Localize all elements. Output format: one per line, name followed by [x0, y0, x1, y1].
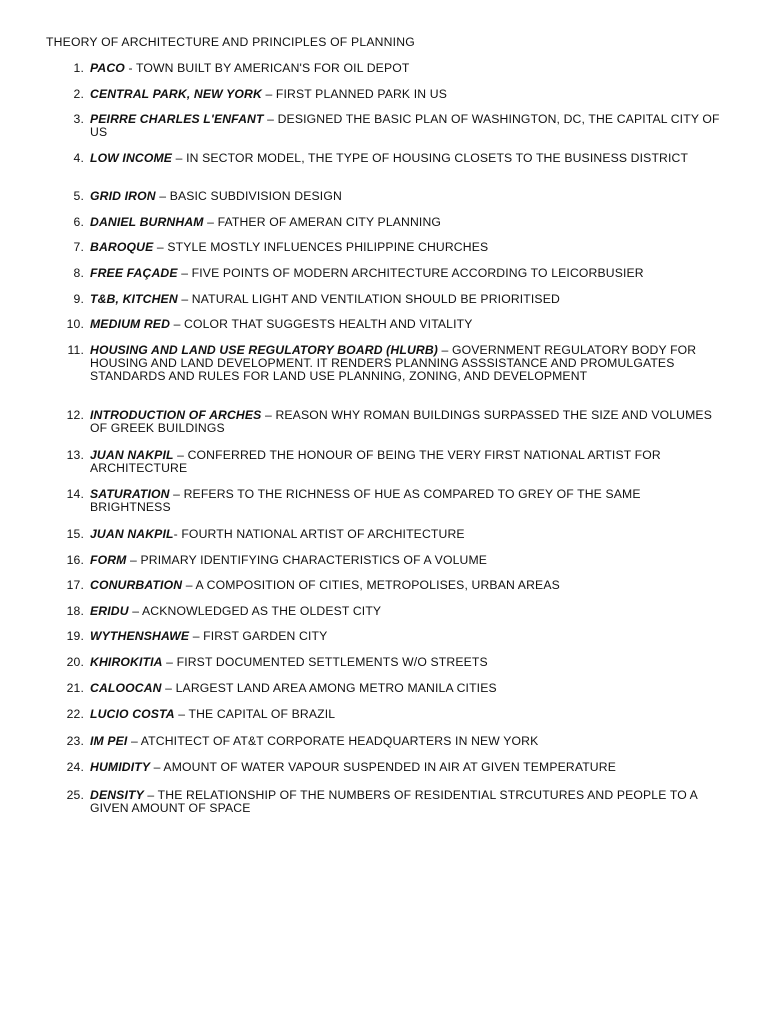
item-number: 17. — [66, 578, 84, 592]
item-number: 23. — [66, 734, 84, 748]
item-number: 20. — [66, 655, 84, 669]
item-body — [90, 344, 720, 383]
item-text: – FIRST GARDEN CITY — [189, 629, 328, 643]
item-text: – A COMPOSITION OF CITIES, METROPOLISES, URBAN AREAS — [182, 578, 560, 592]
item-body — [90, 630, 720, 643]
item-body — [90, 267, 720, 280]
item-text: – FIRST PLANNED PARK IN US — [261, 87, 448, 101]
item-body — [90, 488, 720, 514]
item-text: – IN SECTOR MODEL, THE TYPE OF HOUSING CLOSETS TO THE BUSINESS DISTRICT — [172, 151, 689, 165]
item-number: 2. — [73, 87, 84, 101]
item-body — [90, 708, 720, 721]
item-body — [90, 735, 720, 748]
item-term: T&B, KITCHEN — [90, 292, 178, 306]
item-number: 16. — [66, 553, 84, 567]
item-term: BAROQUE — [90, 240, 154, 254]
item-text: – THE CAPITAL OF BRAZIL — [174, 707, 336, 721]
item-number: 1. — [73, 61, 84, 75]
item-number: 9. — [73, 292, 84, 306]
item-text: – THE RELATIONSHIP OF THE NUMBERS OF RESIDENTIAL STRCUTURES AND PEOPLE TO A GIVEN AMOUNT OF SPACE — [90, 788, 698, 815]
item-term: INTRODUCTION OF ARCHES — [90, 408, 262, 422]
item-term: LUCIO COSTA — [90, 707, 175, 721]
item-body — [90, 605, 720, 618]
item-text: – ATCHITECT OF AT&T CORPORATE HEADQUARTERS IN NEW YORK — [127, 734, 539, 748]
item-number: 7. — [73, 240, 84, 254]
item-term: IM PEI — [90, 734, 128, 748]
item-body — [90, 241, 720, 254]
item-text: – LARGEST LAND AREA AMONG METRO MANILA CITIES — [161, 681, 497, 695]
item-body — [90, 761, 720, 774]
item-text: – ACKNOWLEDGED AS THE OLDEST CITY — [128, 604, 382, 618]
item-number: 5. — [73, 189, 84, 203]
item-number: 10. — [66, 317, 84, 331]
item-body — [90, 293, 720, 306]
item-body — [90, 113, 720, 139]
item-number: 12. — [66, 408, 84, 422]
item-term: CENTRAL PARK, NEW YORK — [90, 87, 262, 101]
item-body — [90, 656, 720, 669]
item-term: DANIEL BURNHAM — [90, 215, 204, 229]
item-text: – FIVE POINTS OF MODERN ARCHITECTURE ACCORDING TO LEICORBUSIER — [177, 266, 644, 280]
item-body — [90, 579, 720, 592]
item-text: – REFERS TO THE RICHNESS OF HUE AS COMPARED TO GREY OF THE SAME BRIGHTNESS — [90, 487, 641, 514]
item-term: ERIDU — [90, 604, 129, 618]
item-text: – PRIMARY IDENTIFYING CHARACTERISTICS OF A VOLUME — [126, 553, 488, 567]
item-body — [90, 62, 720, 75]
item-body — [90, 88, 720, 101]
item-text: – AMOUNT OF WATER VAPOUR SUSPENDED IN AIR AT GIVEN TEMPERATURE — [150, 760, 616, 774]
item-term: HUMIDITY — [90, 760, 151, 774]
item-body — [90, 789, 720, 815]
item-term: MEDIUM RED — [90, 317, 171, 331]
item-term: JUAN NAKPIL — [90, 448, 174, 462]
item-term: DENSITY — [90, 788, 144, 802]
item-term: KHIROKITIA — [90, 655, 163, 669]
item-number: 6. — [73, 215, 84, 229]
item-number: 8. — [73, 266, 84, 280]
item-text: – COLOR THAT SUGGESTS HEALTH AND VITALITY — [170, 317, 473, 331]
item-body — [90, 449, 720, 475]
item-number: 18. — [66, 604, 84, 618]
item-term: HOUSING AND LAND USE REGULATORY BOARD (HLURB) — [90, 343, 439, 357]
item-number: 19. — [66, 629, 84, 643]
item-number: 14. — [66, 487, 84, 501]
item-text: – FIRST DOCUMENTED SETTLEMENTS W/O STREETS — [162, 655, 488, 669]
item-text: – GOVERNMENT REGULATORY BODY FOR HOUSING AND LAND DEVELOPMENT. IT RENDERS PLANNING ASSSISTANCE AND PROMULGATES STANDARDS AND RULES FOR LAND USE PLANNING, ZONING, AND DEVELOPMENT — [90, 343, 697, 383]
item-body — [90, 216, 720, 229]
item-text: - TOWN BUILT BY AMERICAN'S FOR OIL DEPOT — [124, 61, 410, 75]
item-term: SATURATION — [90, 487, 170, 501]
item-term: PEIRRE CHARLES L'ENFANT — [90, 112, 264, 126]
item-number: 15. — [66, 527, 84, 541]
item-body — [90, 409, 720, 435]
item-term: FORM — [90, 553, 127, 567]
item-text: – FATHER OF AMERAN CITY PLANNING — [203, 215, 442, 229]
item-body — [90, 318, 720, 331]
document-title: THEORY OF ARCHITECTURE AND PRINCIPLES OF PLANNING — [46, 35, 415, 49]
item-body — [90, 152, 720, 165]
item-text: – BASIC SUBDIVISION DESIGN — [155, 189, 342, 203]
item-number: 21. — [66, 681, 84, 695]
item-term: GRID IRON — [90, 189, 156, 203]
item-term: WYTHENSHAWE — [90, 629, 190, 643]
item-number: 3. — [73, 112, 84, 126]
item-number: 24. — [66, 760, 84, 774]
item-body — [90, 190, 720, 203]
item-term: FREE FAÇADE — [90, 266, 178, 280]
item-number: 25. — [66, 788, 84, 802]
item-number: 11. — [67, 343, 84, 357]
item-number: 22. — [66, 707, 84, 721]
item-number: 4. — [73, 151, 84, 165]
item-term: PACO — [90, 61, 125, 75]
item-body — [90, 682, 720, 695]
item-body — [90, 554, 720, 567]
item-text: – CONFERRED THE HONOUR OF BEING THE VERY FIRST NATIONAL ARTIST FOR ARCHITECTURE — [90, 448, 661, 475]
item-term: JUAN NAKPIL — [90, 527, 174, 541]
item-text: – NATURAL LIGHT AND VENTILATION SHOULD BE PRIORITISED — [177, 292, 560, 306]
item-text: - FOURTH NATIONAL ARTIST OF ARCHITECTURE — [173, 527, 465, 541]
item-body — [90, 528, 720, 541]
item-text: – STYLE MOSTLY INFLUENCES PHILIPPINE CHURCHES — [153, 240, 489, 254]
item-term: CONURBATION — [90, 578, 183, 592]
item-number: 13. — [66, 448, 84, 462]
item-term: LOW INCOME — [90, 151, 173, 165]
item-term: CALOOCAN — [90, 681, 162, 695]
item-text: – REASON WHY ROMAN BUILDINGS SURPASSED THE SIZE AND VOLUMES OF GREEK BUILDINGS — [90, 408, 712, 435]
item-text: – DESIGNED THE BASIC PLAN OF WASHINGTON, DC, THE CAPITAL CITY OF US — [90, 112, 720, 139]
